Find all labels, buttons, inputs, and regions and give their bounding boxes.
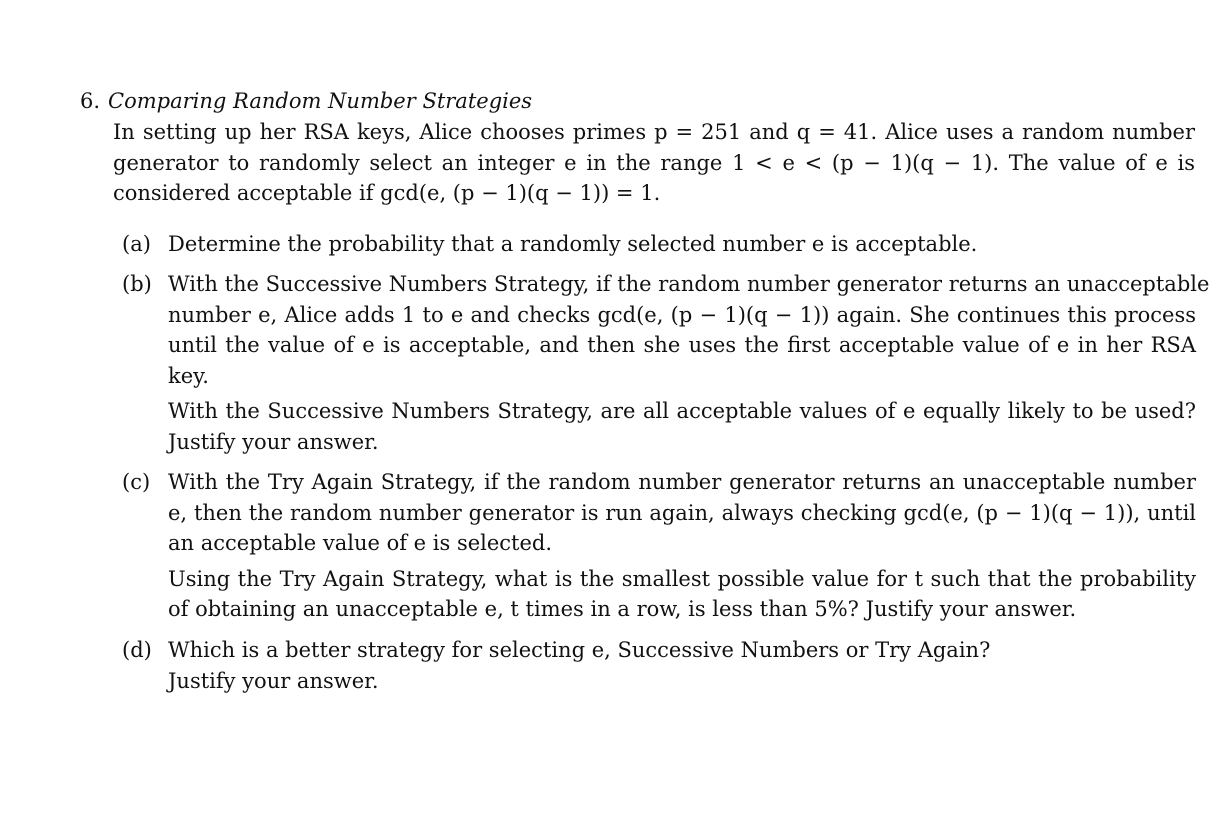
part-label: (b) [122, 272, 152, 296]
part-line: key. [168, 363, 209, 388]
part-label: (d) [122, 638, 152, 662]
part-line: Which is a better strategy for selecting e, Successive Numbers or Try Again? [168, 638, 991, 662]
problem-number: 6. [80, 89, 101, 113]
part-line: until the value of e is acceptable, and then she uses the first acceptable value of e in her RSA [168, 333, 1196, 357]
problem-intro [113, 117, 1195, 209]
part-line: Using the Try Again Strategy, what is the smallest possible value for t such that the probability [168, 566, 1196, 591]
problem-heading [80, 86, 532, 116]
part-followup [168, 564, 1196, 625]
part-body [168, 269, 1210, 457]
part-line: number e, Alice adds 1 to e and checks gcd(e, (p − 1)(q − 1)) again. She continues this process [168, 302, 1196, 327]
part-line: With the Try Again Strategy, if the random number generator returns an unacceptable number [168, 470, 1196, 494]
part-line: With the Successive Numbers Strategy, are all acceptable values of e equally likely to be used? [168, 399, 1196, 423]
intro-line: In setting up her RSA keys, Alice chooses primes p = 251 and q = 41. Alice uses a random number [113, 120, 1195, 144]
part-line: an acceptable value of e is selected. [168, 531, 553, 555]
problem-title: Comparing Random Number Strategies [108, 89, 533, 113]
part-label: (c) [122, 470, 151, 494]
part-body [168, 635, 1196, 696]
part-followup [168, 396, 1196, 457]
part-line: Justify your answer. [168, 668, 379, 693]
part-body [168, 229, 1196, 260]
part-line: Determine the probability that a randomly selected number e is acceptable. [168, 232, 978, 256]
part-line: Justify your answer. [168, 429, 379, 454]
part-line: of obtaining an unacceptable e, t times in a row, is less than 5%? Justify your answer. [168, 597, 1077, 621]
part-line: With the Successive Numbers Strategy, if the random number generator returns an unacceptable [168, 272, 1210, 296]
part-body [168, 467, 1196, 625]
part-label: (a) [122, 232, 151, 256]
part-line: e, then the random number generator is run again, always checking gcd(e, (p − 1)(q − 1)), until [168, 500, 1196, 525]
intro-line: considered acceptable if gcd(e, (p − 1)(q − 1)) = 1. [113, 181, 661, 205]
intro-line: generator to randomly select an integer e in the range 1 < e < (p − 1)(q − 1). The value of e is [113, 150, 1195, 175]
